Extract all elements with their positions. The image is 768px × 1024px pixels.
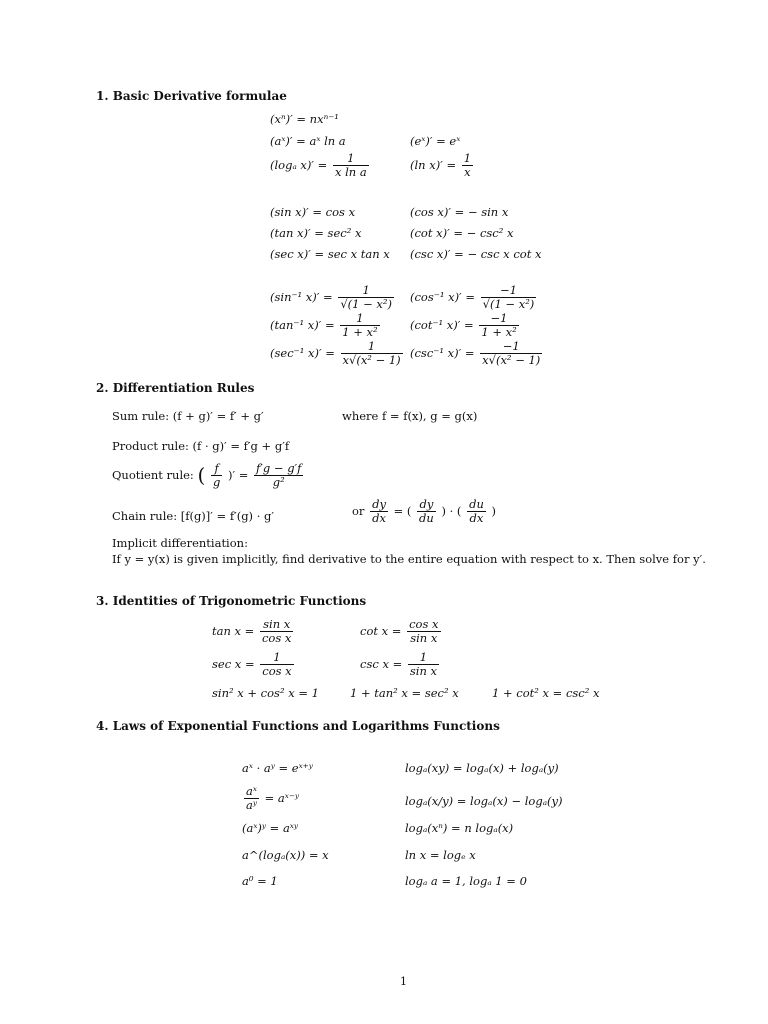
rule-chain: Chain rule: [f(g)]′ = f′(g) · g′ — [112, 509, 274, 523]
formula-arccsc — [410, 340, 544, 366]
identity-pythagorean-3: 1 + cot² x = csc² x — [492, 686, 600, 700]
numerator: −1 — [490, 311, 508, 325]
numerator: dy — [372, 497, 386, 511]
denominator: g — [212, 474, 221, 489]
identity-pythagorean-2: 1 + tan² x = sec² x — [350, 686, 459, 700]
law-natural-log: ln x = logₑ x — [405, 848, 476, 862]
fraction — [260, 651, 293, 677]
formula-log-a — [270, 152, 371, 178]
identity-csc — [360, 651, 441, 677]
formula-exp-a: (aˣ)′ = aˣ ln a — [270, 134, 346, 148]
denominator: x√(x² − 1) — [482, 352, 541, 367]
denominator: √(1 − x²) — [482, 296, 535, 311]
fraction — [408, 651, 439, 677]
numerator: 1 — [347, 151, 355, 165]
formula-lhs: (sec⁻¹ x)′ = — [270, 346, 335, 361]
law-exp-log-inverse: a^(logₐ(x)) = x — [242, 848, 329, 862]
denominator: sin x — [409, 663, 438, 678]
formula-arcsin — [270, 284, 396, 310]
section-title-differentiation-rules: 2. Differentiation Rules — [96, 381, 255, 395]
formula-ln — [410, 152, 475, 178]
law-log-product: logₐ(xy) = logₐ(x) + logₐ(y) — [405, 761, 559, 775]
formula-lhs: sec x = — [212, 657, 255, 672]
formula-arccos — [410, 284, 538, 310]
rule-quotient — [112, 462, 305, 488]
formula-sec: (sec x)′ = sec x tan x — [270, 247, 390, 261]
denominator: √(1 − x²) — [340, 296, 393, 311]
section-title-exp-log-laws: 4. Laws of Exponential Functions and Logarithms Functions — [96, 719, 500, 733]
numerator: f — [214, 461, 219, 475]
rule-sum: Sum rule: (f + g)′ = f′ + g′ — [112, 409, 264, 423]
denominator: 1 + x² — [342, 324, 378, 339]
formula-lhs: csc x = — [360, 657, 403, 672]
numerator: 1 — [356, 311, 364, 325]
fraction — [340, 312, 379, 338]
formula-cos: (cos x)′ = − sin x — [410, 205, 509, 219]
fraction — [417, 498, 436, 524]
fraction — [338, 284, 394, 310]
rule-product: Product rule: (f · g)′ = f′g + g′f — [112, 439, 290, 453]
fraction — [211, 462, 222, 488]
paren-right: ) — [491, 504, 497, 519]
denominator: x ln a — [334, 164, 367, 179]
numerator: dy — [419, 497, 434, 511]
law-log-quotient: logₐ(x/y) = logₐ(x) − logₐ(y) — [405, 794, 563, 808]
formula-cot: (cot x)′ = − csc² x — [410, 226, 514, 240]
formula-tan: (tan x)′ = sec² x — [270, 226, 362, 240]
numerator: −1 — [502, 339, 520, 353]
formula-power-rule: (xⁿ)′ = nxⁿ⁻¹ — [270, 112, 339, 126]
law-exp-power: (aˣ)ʸ = aˣʸ — [242, 821, 298, 835]
formula-lhs: (csc⁻¹ x)′ = — [410, 346, 475, 361]
formula-lhs: tan x = — [212, 624, 255, 639]
numerator: −1 — [499, 283, 517, 297]
law-exp-zero: a⁰ = 1 — [242, 874, 278, 888]
fraction — [481, 284, 537, 310]
numerator: cos x — [409, 617, 439, 631]
denominator: sin x — [407, 631, 440, 645]
formula-arcsec — [270, 340, 405, 366]
rule-label: Quotient rule: — [112, 468, 194, 483]
implicit-title: Implicit differentiation: — [112, 536, 248, 550]
formula-sin: (sin x)′ = cos x — [270, 205, 356, 219]
formula-lhs: (cos⁻¹ x)′ = — [410, 290, 475, 305]
numerator: 1 — [419, 650, 428, 664]
formula-arccot — [410, 312, 521, 338]
denominator: cos x — [262, 663, 292, 678]
law-exp-product: aˣ · aʸ = eˣ⁺ʸ — [242, 761, 313, 775]
denominator: 1 + x² — [481, 324, 517, 339]
numerator: sin x — [263, 617, 291, 631]
numerator: 1 — [273, 650, 281, 664]
fraction — [254, 462, 303, 488]
fraction — [341, 340, 403, 366]
fraction — [467, 498, 486, 524]
identity-cot — [360, 618, 443, 644]
numerator: 1 — [463, 151, 472, 165]
fraction — [480, 340, 542, 366]
denominator: dx — [467, 511, 486, 525]
fraction — [244, 785, 259, 811]
fraction — [462, 152, 473, 178]
formula-lhs: (cot⁻¹ x)′ = — [410, 318, 474, 333]
formula-exp-e: (eˣ)′ = eˣ — [410, 134, 461, 148]
numerator: du — [469, 497, 484, 511]
formula-lhs: (logₐ x)′ = — [270, 158, 328, 173]
formula-lhs: (sin⁻¹ x)′ = — [270, 290, 333, 305]
denominator: g² — [254, 475, 303, 489]
formula-lhs: (tan⁻¹ x)′ = — [270, 318, 335, 333]
chain-or: or — [352, 504, 365, 519]
law-exp-quotient — [242, 785, 299, 811]
fraction — [407, 618, 440, 644]
formula-lhs: (ln x)′ = — [410, 158, 457, 173]
denominator: x√(x² − 1) — [342, 352, 401, 367]
denominator: dx — [372, 510, 386, 525]
numerator: aˣ — [246, 784, 257, 798]
page-number: 1 — [400, 975, 407, 988]
rule-chain-leibniz — [352, 498, 496, 524]
denominator: cos x — [261, 630, 292, 645]
formula-lhs: cot x = — [360, 624, 402, 639]
section-title-basic-derivatives: 1. Basic Derivative formulae — [96, 89, 287, 103]
formula-rhs: = aˣ⁻ʸ — [264, 791, 299, 806]
formula-csc: (csc x)′ = − csc x cot x — [410, 247, 542, 261]
numerator: 1 — [362, 283, 370, 297]
section-title-trig-identities: 3. Identities of Trigonometric Functions — [96, 594, 367, 608]
denominator: du — [419, 510, 434, 525]
implicit-text: If y = y(x) is given implicitly, find derivative to the entire equation with respect to x. Then solve for y′. — [112, 552, 706, 566]
numerator: 1 — [367, 339, 376, 353]
fraction — [333, 152, 369, 178]
identity-tan — [212, 618, 295, 644]
rule-sum-where: where f = f(x), g = g(x) — [342, 409, 478, 423]
denominator: aʸ — [246, 797, 257, 812]
equals-sign: = ( — [393, 504, 412, 519]
law-log-power: logₐ(xⁿ) = n logₐ(x) — [405, 821, 514, 835]
fraction — [479, 312, 518, 338]
numerator: f′g − g′f — [256, 461, 302, 475]
dot-operator: ) · ( — [441, 504, 462, 519]
identity-pythagorean-1: sin² x + cos² x = 1 — [212, 686, 319, 700]
identity-sec — [212, 651, 296, 677]
denominator: x — [462, 165, 473, 179]
fraction — [370, 498, 388, 524]
fraction — [260, 618, 293, 644]
quotient-mid: )′ = — [227, 468, 249, 483]
law-log-identity: logₐ a = 1, logₐ 1 = 0 — [405, 874, 527, 888]
formula-arctan — [270, 312, 382, 338]
paren-left: ( — [197, 463, 206, 488]
